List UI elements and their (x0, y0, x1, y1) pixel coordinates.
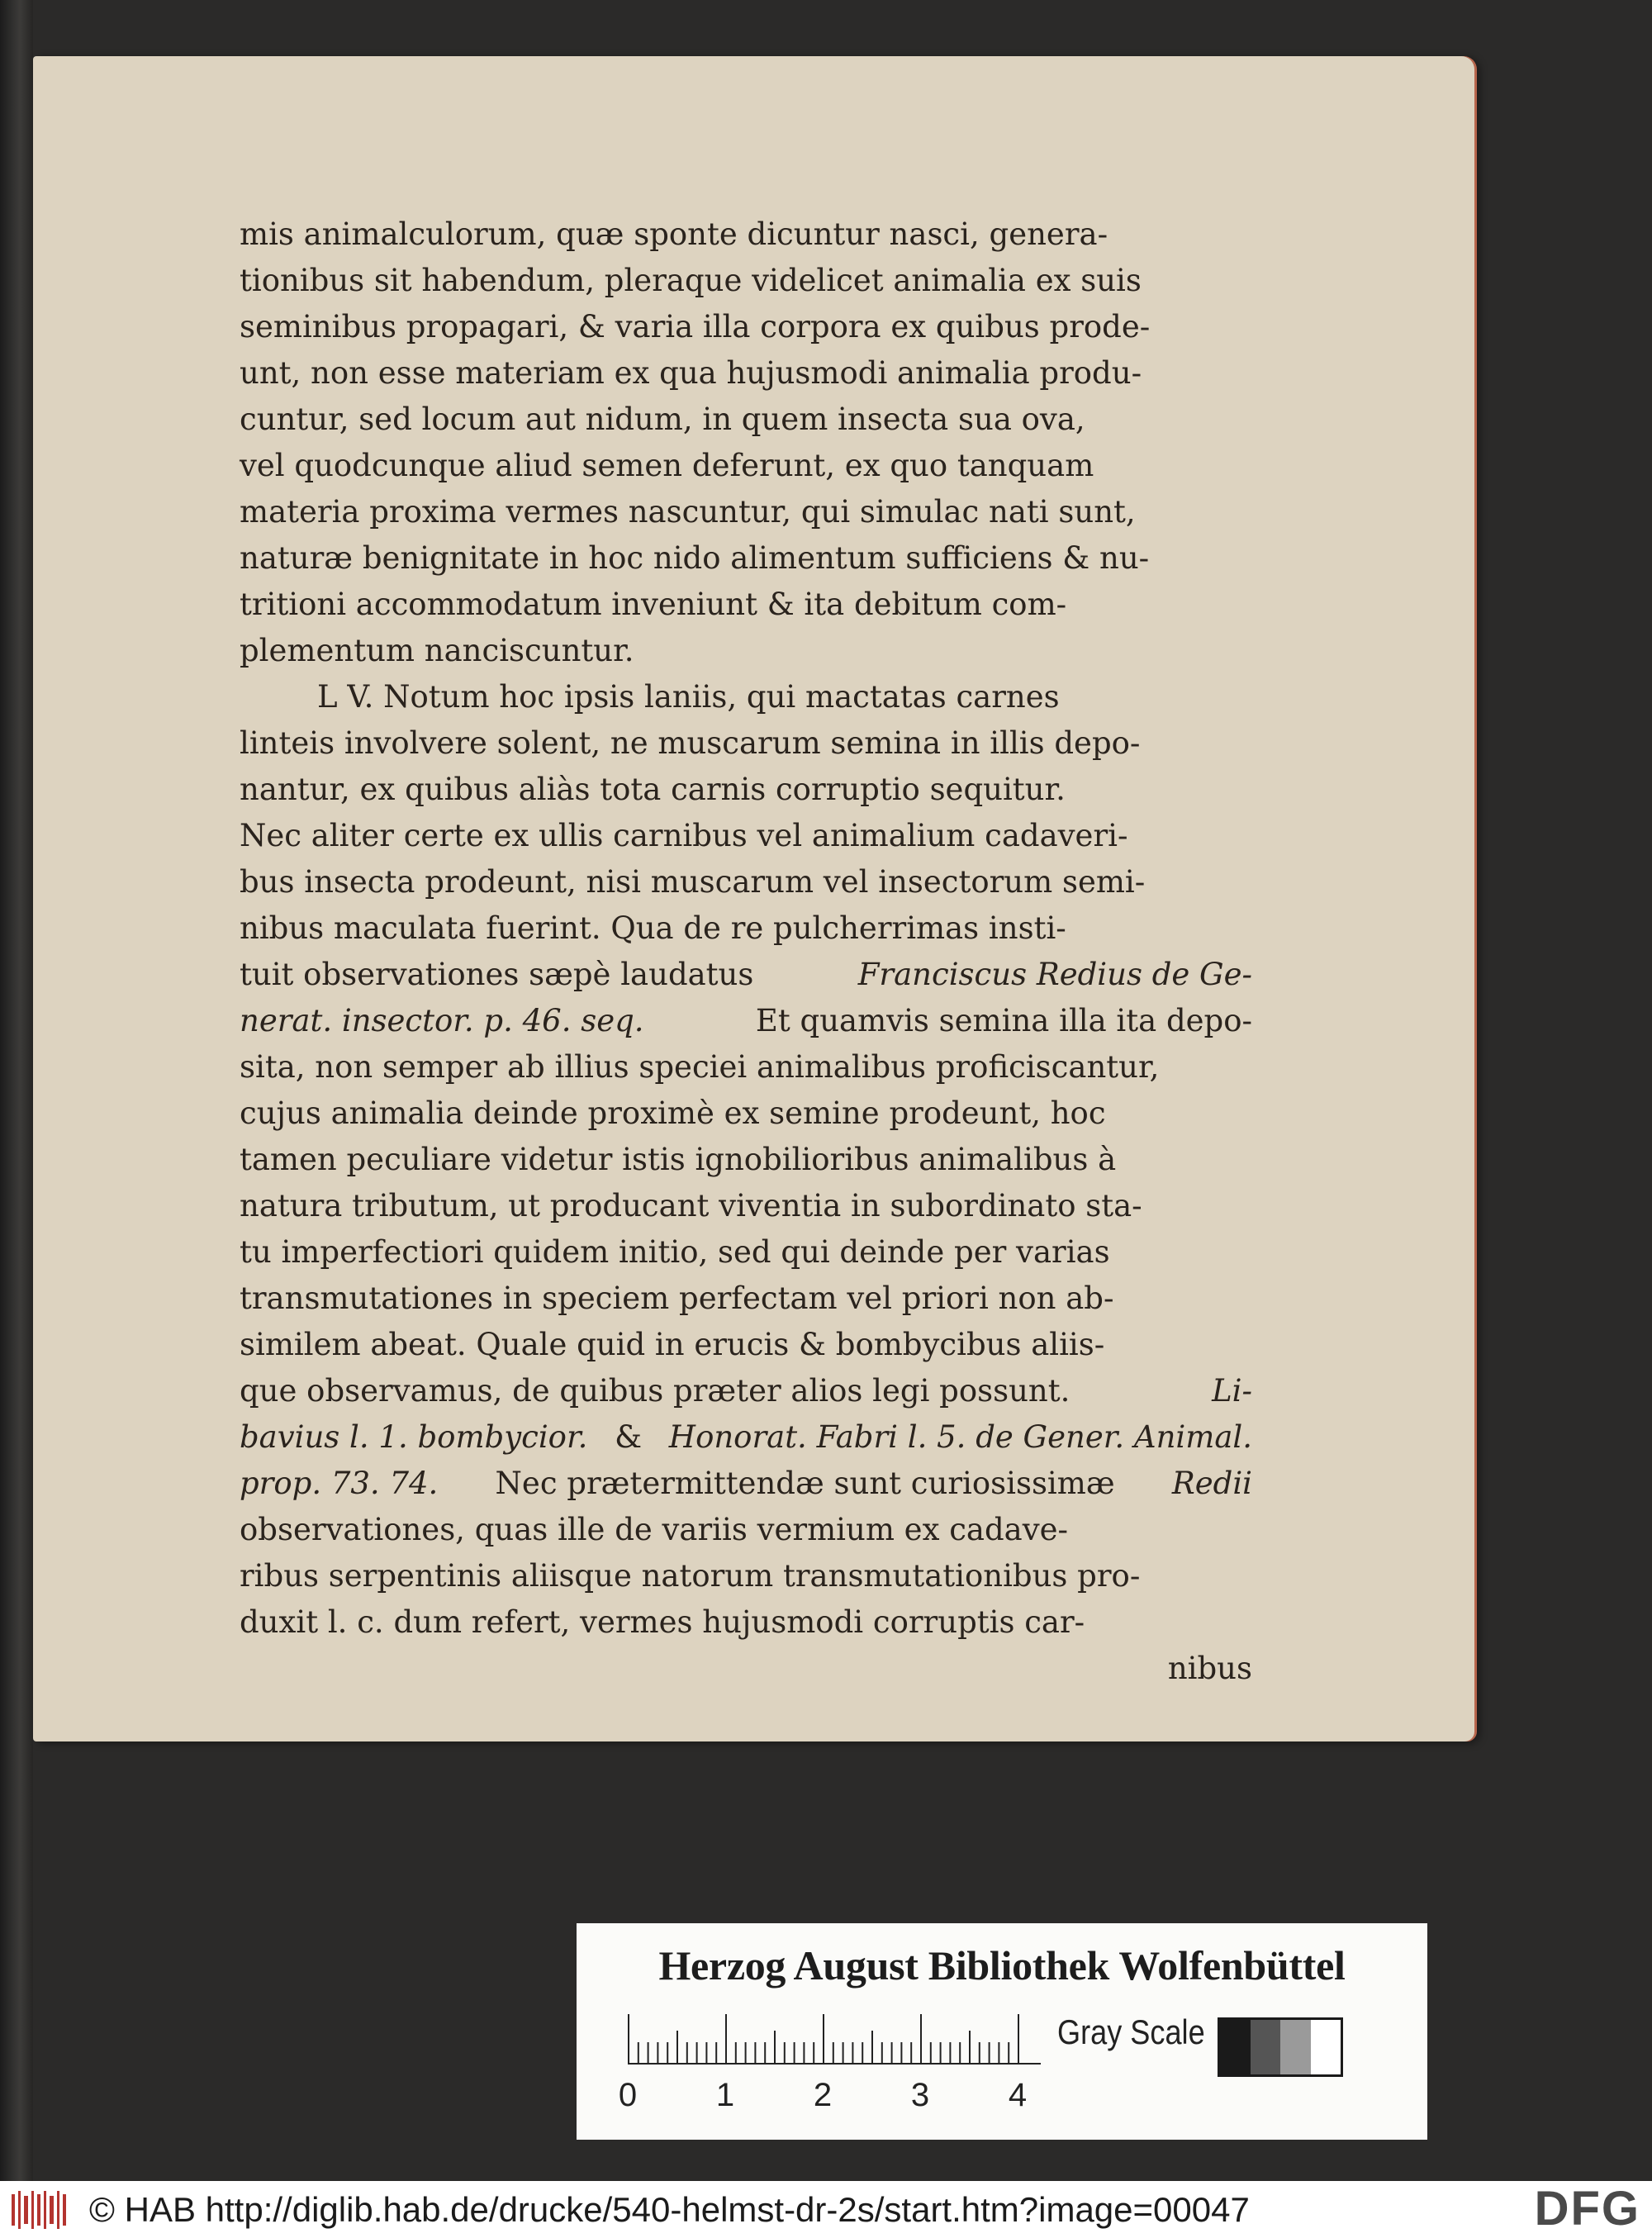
citation-italic: Redii (1171, 1466, 1252, 1501)
library-color-card (577, 1923, 1427, 2140)
text-line: unt, non esse materiam ex qua hujusmodi animalia produ- (240, 355, 1142, 391)
text-line: vel quodcunque aliud semen deferunt, ex quo tanquam (240, 448, 1094, 483)
citation-italic: Li- (1212, 1373, 1252, 1409)
text-line: mis animalculorum, quæ sponte dicuntur nasci, genera- (240, 216, 1108, 252)
text-run: Nec prætermittendæ sunt curiosissimæ (495, 1466, 1115, 1501)
text-line: transmutationes in speciem perfectam vel priori non ab- (240, 1281, 1114, 1316)
text-line: linteis involvere solent, ne muscarum semina in illis depo- (240, 725, 1141, 761)
text-line: naturæ benignitate in hoc nido alimentum sufficiens & nu- (240, 540, 1150, 576)
text-line: tritioni accommodatum inveniunt & ita debitum com- (240, 587, 1067, 622)
grayscale-swatch (1220, 2020, 1251, 2074)
text-line: bus insecta prodeunt, nisi muscarum vel insectorum semi- (240, 864, 1146, 900)
text-line: duxit l. c. dum refert, vermes hujusmodi corruptis car- (240, 1604, 1085, 1640)
text-line: tionibus sit habendum, pleraque videlicet animalia ex suis (240, 263, 1142, 298)
text-run: & (615, 1419, 643, 1455)
text-run: Et quamvis semina illa ita depo- (755, 1003, 1252, 1038)
text-run: que observamus, de quibus præter alios legi possunt. (240, 1373, 1070, 1409)
grayscale-swatch (1251, 2020, 1281, 2074)
text-run: tuit observationes sæpè laudatus (240, 957, 754, 992)
text-line: ribus serpentinis aliisque natorum transmutationibus pro- (240, 1558, 1141, 1594)
text-line: similem abeat. Quale quid in erucis & bombycibus aliis- (240, 1327, 1105, 1362)
text-line (240, 952, 1252, 998)
ruler-number: 0 (618, 2077, 638, 2113)
ruler-number: 4 (1008, 2077, 1028, 2113)
ruler-number: 2 (813, 2077, 833, 2113)
text-line (240, 1461, 1252, 1507)
book-spine (0, 0, 33, 2181)
citation-italic: Honorat. Fabri l. 5. de Gener. Animal. (668, 1419, 1252, 1455)
text-line: plementum nanciscuntur. (240, 633, 634, 668)
citation-italic: Franciscus Redius de Ge- (857, 957, 1252, 992)
text-line: seminibus propagari, & varia illa corpora ex quibus prode- (240, 309, 1151, 344)
text-line: nibus maculata fuerint. Qua de re pulcherrimas insti- (240, 910, 1066, 946)
footer-bar (0, 2181, 1652, 2238)
barcode-icon (12, 2191, 69, 2229)
text-line: sita, non semper ab illius speciei animalibus proficiscantur, (240, 1049, 1160, 1085)
page-text-block (240, 211, 1252, 1692)
text-line: cuntur, sed locum aut nidum, in quem insecta sua ova, (240, 402, 1085, 437)
text-line (240, 1414, 1252, 1461)
citation-italic: prop. 73. 74. (240, 1466, 439, 1501)
ruler-scale-icon (628, 2014, 1041, 2065)
text-line (240, 998, 1252, 1044)
ruler-number: 3 (910, 2077, 930, 2113)
text-line: cujus animalia deinde proximè ex semine prodeunt, hoc (240, 1095, 1106, 1131)
dfg-logo: DFG (1534, 2182, 1640, 2236)
footer-copyright-url: © HAB http://diglib.hab.de/drucke/540-helmst-dr-2s/start.htm?image=00047 (89, 2190, 1250, 2229)
grayscale-swatch (1311, 2020, 1341, 2074)
text-line (240, 1368, 1252, 1414)
grayscale-swatch (1280, 2020, 1311, 2074)
catchword: nibus (1167, 1651, 1252, 1686)
citation-italic: nerat. insector. p. 46. seq. (240, 1003, 644, 1038)
ruler-labels (618, 2077, 1057, 2118)
ruler-number: 1 (715, 2077, 735, 2113)
section-heading-line: L V. Notum hoc ipsis laniis, qui mactatas carnes (317, 679, 1060, 715)
citation-italic: bavius l. 1. bombycior. (240, 1419, 588, 1455)
book-page (33, 56, 1474, 1741)
text-line: tu imperfectiori quidem initio, sed qui deinde per varias (240, 1234, 1110, 1270)
text-line: Nec aliter certe ex ullis carnibus vel animalium cadaveri- (240, 818, 1128, 853)
text-line: nantur, ex quibus aliàs tota carnis corruptio sequitur. (240, 772, 1066, 807)
library-name: Herzog August Bibliothek Wolfenbüttel (658, 1942, 1346, 1989)
text-line: natura tributum, ut producant viventia in subordinato sta- (240, 1188, 1142, 1224)
text-line: materia proxima vermes nascuntur, qui simulac nati sunt, (240, 494, 1136, 530)
text-line: tamen peculiare videtur istis ignobilioribus animalibus à (240, 1142, 1117, 1177)
grayscale-label: Gray Scale (1057, 2012, 1205, 2051)
text-line: observationes, quas ille de variis vermium ex cadave- (240, 1512, 1069, 1547)
grayscale-bar (1218, 2017, 1343, 2077)
